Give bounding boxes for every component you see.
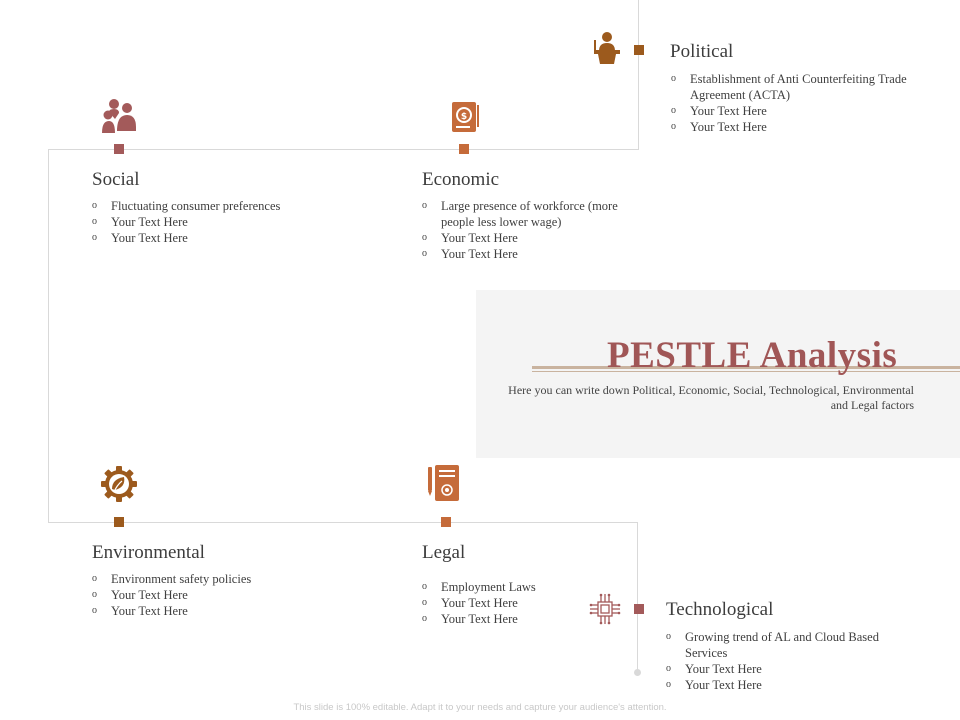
node-marker-technological	[634, 604, 644, 614]
list-item: o Establishment of Anti Counterfeiting Trade Agreement (ACTA)	[671, 71, 921, 103]
political-list	[671, 71, 921, 135]
economic-title: Economic	[422, 169, 500, 190]
connector-line	[48, 522, 638, 523]
list-item: o Your Text Here	[666, 677, 896, 693]
list-item: o Your Text Here	[422, 595, 622, 611]
environmental-list	[92, 571, 372, 619]
connector-line	[638, 0, 639, 150]
list-item: o Your Text Here	[92, 230, 372, 246]
list-item: o Your Text Here	[92, 603, 372, 619]
list-item: o Employment Laws	[422, 579, 622, 595]
list-item: o Your Text Here	[671, 103, 921, 119]
page-title: PESTLE Analysis	[607, 335, 898, 376]
connector-end-dot	[634, 669, 641, 676]
page-subtitle: Here you can write down Political, Economic, Social, Technological, Environmental and Legal factors	[508, 383, 914, 412]
node-marker-legal	[441, 517, 451, 527]
node-marker-social	[114, 144, 124, 154]
list-item: o Your Text Here	[422, 230, 632, 246]
connector-line	[48, 149, 49, 523]
circuit-chip-icon	[588, 592, 622, 626]
economic-list	[422, 198, 632, 262]
connector-line	[637, 522, 638, 672]
social-title: Social	[92, 169, 140, 190]
list-item: o Fluctuating consumer preferences	[92, 198, 372, 214]
list-item: o Environment safety policies	[92, 571, 372, 587]
speaker-at-podium-icon	[592, 31, 622, 65]
political-title: Political	[670, 41, 734, 62]
list-item: o Growing trend of AL and Cloud Based Services	[666, 629, 896, 661]
gear-leaf-icon	[100, 465, 138, 503]
node-marker-economic	[459, 144, 469, 154]
list-item: o Your Text Here	[92, 587, 372, 603]
footer-note: This slide is 100% editable. Adapt it to your needs and capture your audience's attention.	[293, 702, 667, 713]
legal-title: Legal	[422, 542, 466, 563]
money-document-icon	[449, 101, 481, 133]
node-marker-political	[634, 45, 644, 55]
social-list	[92, 198, 372, 246]
connector-line	[48, 149, 639, 150]
people-group-icon	[101, 98, 137, 134]
list-item: o Your Text Here	[671, 119, 921, 135]
svg-text:$: $	[460, 112, 468, 122]
node-marker-environmental	[114, 517, 124, 527]
list-item: o Your Text Here	[666, 661, 896, 677]
list-item: o Your Text Here	[422, 611, 622, 627]
technological-title: Technological	[666, 599, 774, 620]
list-item: o Your Text Here	[92, 214, 372, 230]
certificate-document-icon	[426, 464, 462, 502]
technological-list	[666, 629, 896, 693]
list-item: o Large presence of workforce (more people less lower wage)	[422, 198, 632, 230]
environmental-title: Environmental	[92, 542, 205, 563]
list-item: o Your Text Here	[422, 246, 632, 262]
